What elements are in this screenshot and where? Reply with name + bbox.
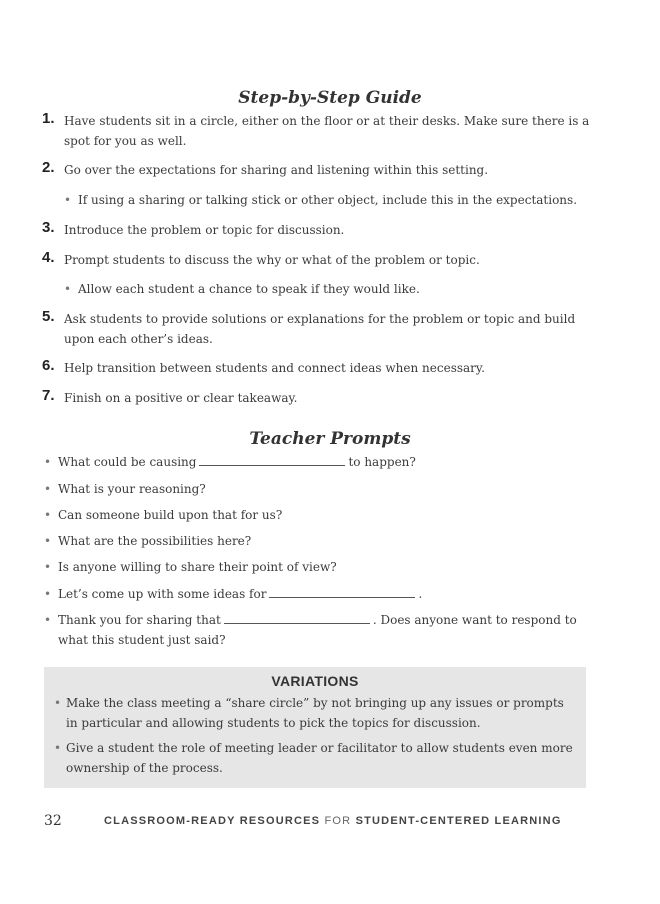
bullet-icon: • [44, 534, 52, 548]
sub-bullet-text: If using a sharing or talking stick or other object, include this in the expectations. [78, 193, 578, 207]
sub-bullet-text: Allow each student a chance to speak if they would like. [78, 282, 420, 296]
bullet-icon: • [44, 482, 52, 496]
bullet-icon: • [44, 508, 52, 522]
sub-bullet [64, 279, 584, 299]
step-text: Introduce the problem or topic for discussion. [64, 223, 345, 237]
prompt-item [44, 531, 584, 551]
step-number: 1. [42, 110, 55, 127]
prompt-text: What could be causing [58, 455, 197, 469]
variations-box [44, 667, 586, 788]
step-item [42, 111, 590, 151]
prompt-text: Let’s come up with some ideas for [58, 587, 267, 601]
step-number: 2. [42, 159, 55, 176]
bullet-icon: • [44, 587, 52, 601]
prompt-text: . Does anyone want to respond to what this student just said? [58, 613, 577, 647]
step-item [42, 309, 590, 349]
step-text: Go over the expectations for sharing and listening within this setting. [64, 163, 489, 177]
step-number: 4. [42, 249, 55, 266]
variation-item [54, 693, 574, 733]
step-number: 7. [42, 387, 55, 404]
step-item [42, 388, 590, 408]
step-text: Ask students to provide solutions or explanations for the problem or topic and build upon each other’s ideas. [64, 312, 576, 346]
fill-blank [269, 585, 415, 598]
page-footer [44, 813, 604, 833]
step-item [42, 220, 590, 240]
footer-text-for: FOR [324, 815, 352, 827]
prompt-item [44, 505, 584, 525]
prompt-item [44, 610, 584, 650]
prompt-text: Thank you for sharing that [58, 613, 221, 627]
page-number: 32 [44, 813, 62, 829]
sub-bullet [64, 190, 584, 210]
prompt-item [44, 479, 584, 499]
step-number: 3. [42, 219, 55, 236]
prompt-text: . [418, 587, 423, 601]
step-text: Prompt students to discuss the why or what of the problem or topic. [64, 253, 480, 267]
guide-title: Step-by-Step Guide [238, 88, 422, 108]
bullet-icon: • [44, 560, 52, 574]
footer-text: STUDENT-CENTERED LEARNING [355, 815, 562, 827]
bullet-icon: • [64, 193, 72, 207]
prompt-item [44, 584, 584, 604]
fill-blank [199, 453, 345, 466]
bullet-icon: • [54, 741, 62, 755]
footer-text: CLASSROOM-READY RESOURCES [104, 815, 321, 827]
step-number: 5. [42, 308, 55, 325]
prompt-text: What is your reasoning? [58, 482, 206, 496]
prompt-item [44, 452, 584, 472]
variation-text: Make the class meeting a “share circle” by not bringing up any issues or prompts in particular and allowing students to pick the topics for discussion. [66, 696, 564, 730]
step-text: Finish on a positive or clear takeaway. [64, 391, 298, 405]
variations-title: VARIATIONS [271, 673, 359, 689]
running-footer [104, 815, 562, 827]
fill-blank [224, 611, 370, 624]
prompt-text: Is anyone willing to share their point of view? [58, 560, 337, 574]
prompt-text: What are the possibilities here? [58, 534, 252, 548]
step-item [42, 358, 590, 378]
step-number: 6. [42, 357, 55, 374]
bullet-icon: • [54, 696, 62, 710]
step-text: Help transition between students and connect ideas when necessary. [64, 361, 485, 375]
bullet-icon: • [64, 282, 72, 296]
step-item [42, 250, 590, 270]
variation-text: Give a student the role of meeting leader or facilitator to allow students even more ownership of the process. [66, 741, 573, 775]
prompt-item [44, 557, 584, 577]
step-item [42, 160, 590, 180]
prompts-title: Teacher Prompts [249, 429, 411, 449]
step-text: Have students sit in a circle, either on the floor or at their desks. Make sure there is a spot for you as well. [64, 114, 590, 148]
prompt-text: to happen? [348, 455, 416, 469]
bullet-icon: • [44, 455, 52, 469]
variation-item [54, 738, 574, 778]
bullet-icon: • [44, 613, 52, 627]
prompt-text: Can someone build upon that for us? [58, 508, 283, 522]
